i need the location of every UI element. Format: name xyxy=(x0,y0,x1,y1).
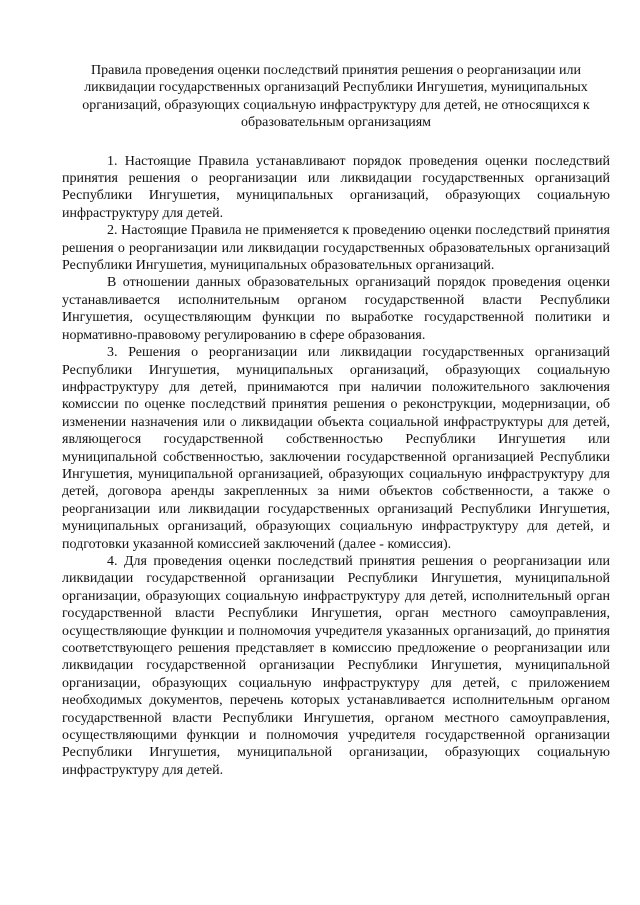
document-title: Правила проведения оценки последствий принятия решения о реорганизации или ликвидации государственных организаций Республики Ингушетия, муниципальных организаций, образующих социальную инфраструктуру для детей, не относящихся к образовательным организациям xyxy=(82,63,590,131)
paragraph-4: 4. Для проведения оценки последствий принятия решения о реорганизации или ликвидации государственной организации Республики Ингушетия, муниципальной организации, образующих социальную инфраструктуру для детей, исполнительный орган государственной власти Республики Ингушетия, орган местного самоуправления, осуществляющие функции и полномочия учредителя указанных организаций, до принятия соответствующего решения представляет в комиссию предложение о реорганизации или ликвидации государственной организации Республики Ингушетия, муниципальной организации, образующих социальную инфраструктуру для детей, с приложением необходимых документов, перечень которых устанавливается исполнительным органом государственной власти Республики Ингушетия, органом местного самоуправления, осуществляющими функции и полномочия учредителя государственной организации Республики Ингушетия, муниципальной организации, образующих социальную инфраструктуру для детей. xyxy=(62,553,610,778)
paragraph-1: 1. Настоящие Правила устанавливают порядок проведения оценки последствий принятия решения о реорганизации или ликвидации государственных организаций Республики Ингушетия, муниципальных организаций, образующих социальную инфраструктуру для детей. xyxy=(62,153,610,221)
paragraph-3: 3. Решения о реорганизации или ликвидации государственных организаций Республики Ингушетия, муниципальных организаций, образующих социальную инфраструктуру для детей, принимаются при наличии положительного заключения комиссии по оценке последствий принятия решения о реконструкции, модернизации, об изменении назначения или о ликвидации объекта социальной инфраструктуры для детей, являющегося государственной собственностью Республики Ингушетия или муниципальной собственностью, заключении государственной организацией Республики Ингушетия, муниципальной организацией, образующих социальную инфраструктуру для детей, договора аренды закрепленных за ними объектов собственности, а также о реорганизации или ликвидации государственных организаций Республики Ингушетия, муниципальных организаций, образующих социальную инфраструктуру для детей, и подготовки указанной комиссией заключений (далее - комиссия). xyxy=(62,345,610,552)
document-body xyxy=(62,62,610,779)
paragraph-2-continuation: В отношении данных образовательных организаций порядок проведения оценки устанавливается исполнительным органом государственной власти Республики Ингушетия, осуществляющим функции по выработке государственной политики и нормативно-правовому регулированию в сфере образования. xyxy=(62,275,610,343)
paragraph-2: 2. Настоящие Правила не применяется к проведению оценки последствий принятия решения о реорганизации или ликвидации государственных образовательных организаций Республики Ингушетия, муниципальных образовательных организаций. xyxy=(62,223,610,274)
